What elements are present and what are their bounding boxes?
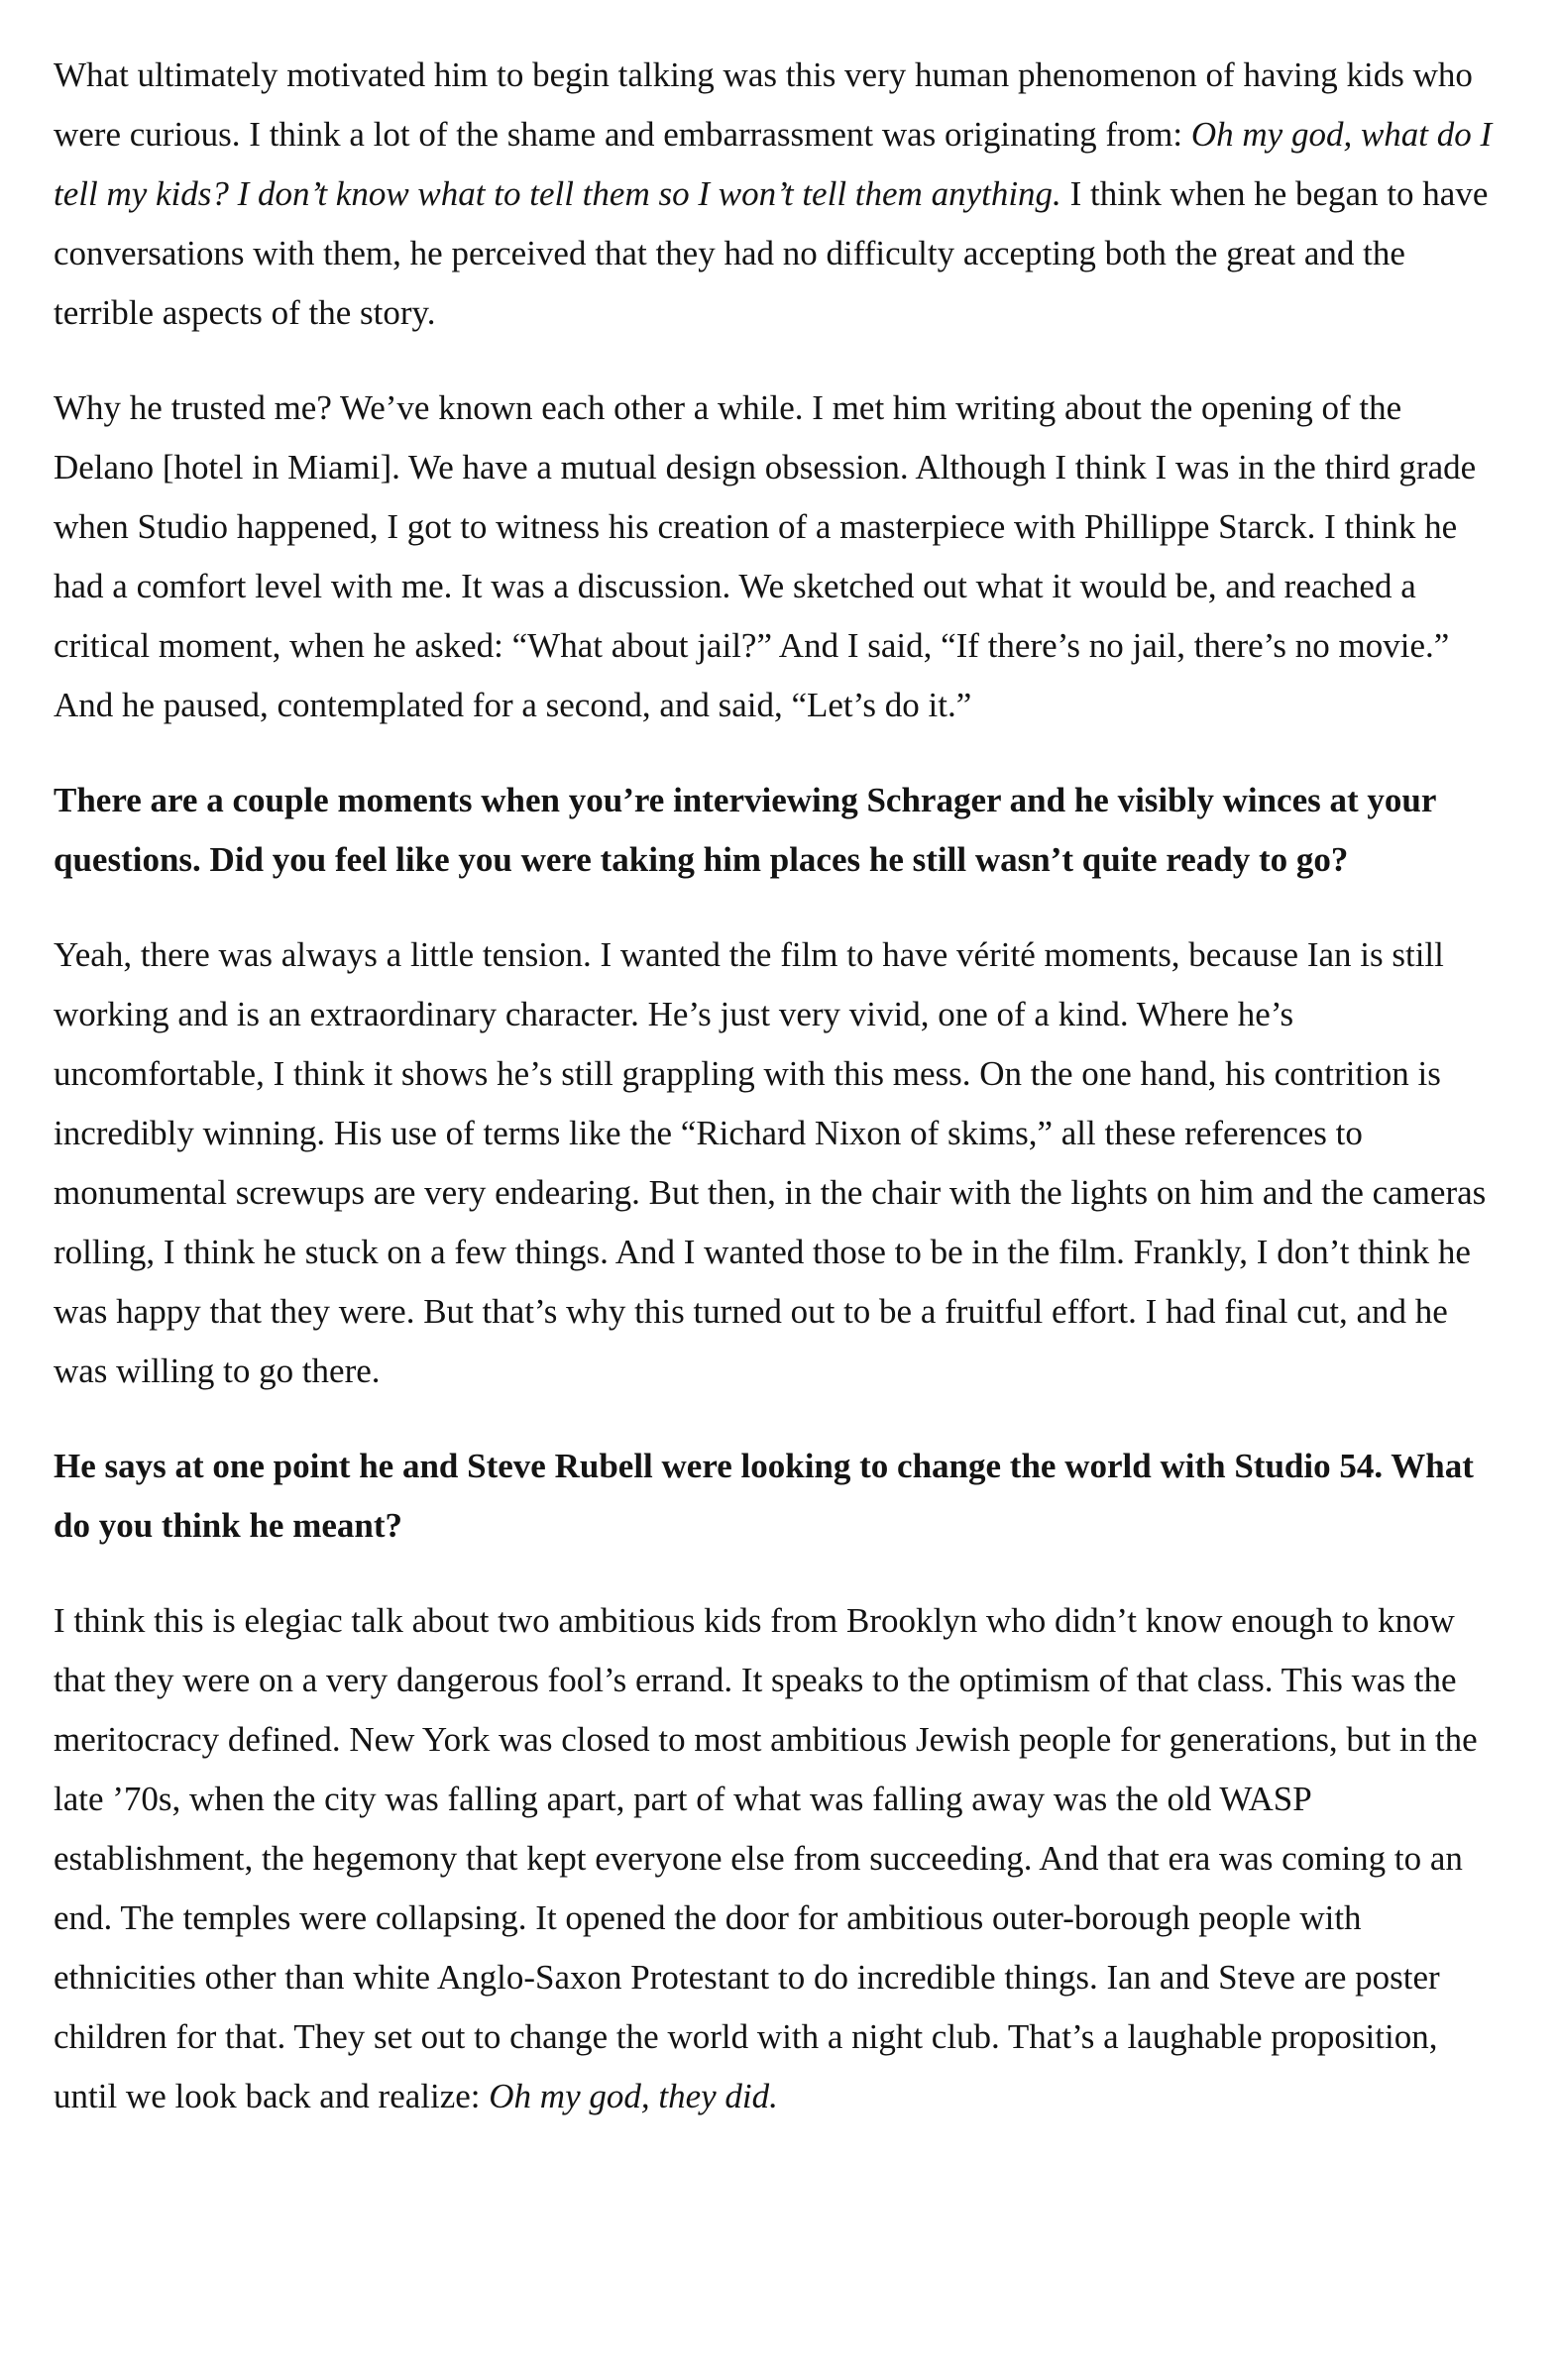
answer-paragraph-3: Yeah, there was always a little tension. I wanted the film to have vérité moments, because Ian is still working and is an extraordinary character. He’s just very vivid, one of a kind. Where he’s uncomfortable, I think it shows he’s still grappling with this mess. On the one hand, his contrition is incredibly winning. His use of terms like the “Richard Nixon of skims,” all these references to monumental screwups are very endearing. But then, in the chair with the lights on him and the cameras rolling, I think he stuck on a few things. And I wanted those to be in the film. Frankly, I don’t think he was happy that they were. But that’s why this turned out to be a fruitful effort. I had final cut, and he was willing to go there. [54, 935, 1487, 1390]
italic-quote: Oh my god, what do I tell my kids? I don’t know what to tell them so I won’t tell them anything. [54, 115, 1493, 213]
answer-paragraph-1 [54, 46, 1506, 343]
article-body [54, 46, 1506, 2162]
answer-text: What ultimately motivated him to begin talking was this very human phenomenon of having kids who were curious. I think a lot of the shame and embarrassment was originating from: [54, 55, 1473, 154]
italic-quote: Oh my god, they did. [489, 2077, 778, 2115]
interview-question-2: He says at one point he and Steve Rubell were looking to change the world with Studio 54. What do you think he meant? [54, 1447, 1474, 1545]
answer-text: I think when he began to have conversations with them, he perceived that they had no difficulty accepting both the great and the terrible aspects of the story. [54, 174, 1489, 332]
interview-question-1: There are a couple moments when you’re interviewing Schrager and he visibly winces at your questions. Did you feel like you were taking him places he still wasn’t quite ready to go? [54, 781, 1436, 879]
answer-text: I think this is elegiac talk about two ambitious kids from Brooklyn who didn’t know enough to know that they were on a very dangerous fool’s errand. It speaks to the optimism of that class. This was the meritocracy defined. New York was closed to most ambitious Jewish people for generations, but in the late ’70s, when the city was falling apart, part of what was falling away was the old WASP establishment, the hegemony that kept everyone else from succeeding. And that era was coming to an end. The temples were collapsing. It opened the door for ambitious outer-borough people with ethnicities other than white Anglo-Saxon Protestant to do incredible things. Ian and Steve are poster children for that. They set out to change the world with a night club. That’s a laughable proposition, until we look back and realize: [54, 1601, 1478, 2115]
answer-paragraph-2: Why he trusted me? We’ve known each other a while. I met him writing about the opening of the Delano [hotel in Miami]. We have a mutual design obsession. Although I think I was in the third grade when Studio happened, I got to witness his creation of a masterpiece with Phillippe Starck. I think he had a comfort level with me. It was a discussion. We sketched out what it would be, and reached a critical moment, when he asked: “What about jail?” And I said, “If there’s no jail, there’s no movie.” And he paused, contemplated for a second, and said, “Let’s do it.” [54, 388, 1477, 724]
answer-paragraph-4 [54, 1591, 1506, 2126]
